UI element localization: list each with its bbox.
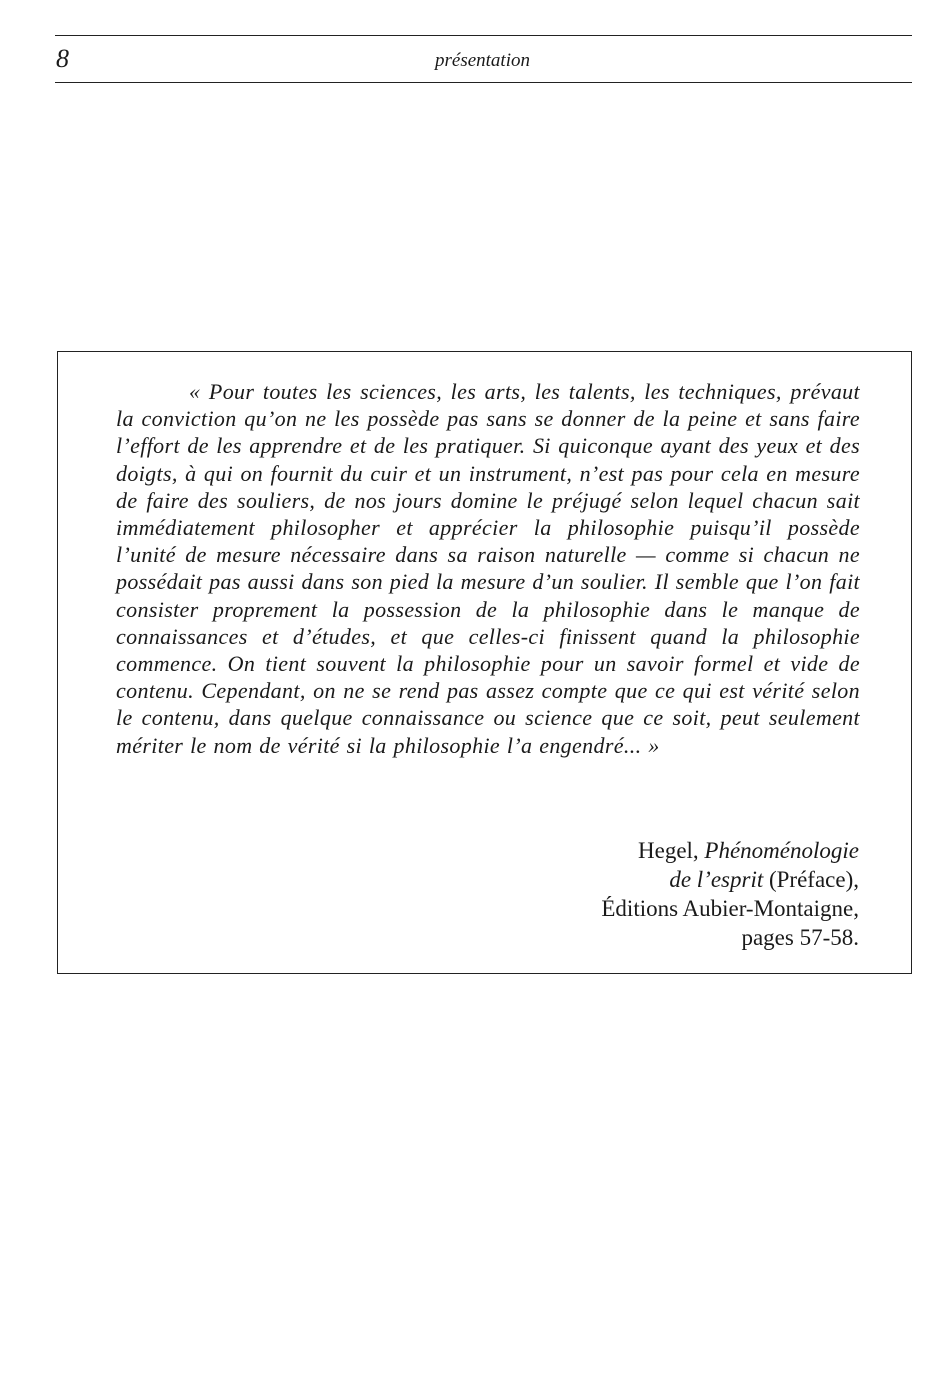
work-title-part1: Phénoménologie xyxy=(704,838,859,863)
header-bottom-rule xyxy=(55,82,912,83)
quote-box xyxy=(57,351,912,974)
attribution-line-2 xyxy=(601,865,859,894)
hegel-quote: « Pour toutes les sciences, les arts, les talents, les techniques, prévaut la conviction qu’on ne les possède pas sans se donner de la peine et sans faire l’effort de les apprendre et de les pratiquer. Si quiconque ayant des yeux et des doigts, à qui on fournit du cuir et un instrument, n’est pas pour cela en mesure de faire des souliers, de nos jours domine le préjugé selon lequel chacun sait immédiatement philosopher et apprécier la philosophie puisqu’il possède l’unité de mesure nécessaire dans sa raison naturelle — comme si chacun ne possédait pas aussi dans son pied la mesure d’un soulier. Il semble que l’on fait consister proprement la possession de la philosophie dans le manque de connaissances et d’études, et que celles-ci finissent quand la philosophie commence. On tient souvent la philosophie pour un savoir formel et vide de contenu. Cependant, on ne se rend pas assez compte que ce qui est vérité selon le contenu, dans quelque connaissance ou science que ce soit, peut seulement mériter le nom de vérité si la philosophie l’a engendré... » xyxy=(116,379,860,758)
header-top-rule xyxy=(55,35,912,36)
attribution xyxy=(601,836,859,952)
section: (Préface), xyxy=(768,867,859,892)
publisher: Éditions Aubier-Montaigne, xyxy=(601,896,859,921)
running-head: présentation xyxy=(435,50,530,71)
attribution-line-1 xyxy=(601,836,859,865)
page-number: 8 xyxy=(56,44,69,73)
pages: pages 57-58. xyxy=(741,925,859,950)
author: Hegel, xyxy=(638,838,699,863)
work-title-part2: de l’esprit xyxy=(669,867,764,892)
